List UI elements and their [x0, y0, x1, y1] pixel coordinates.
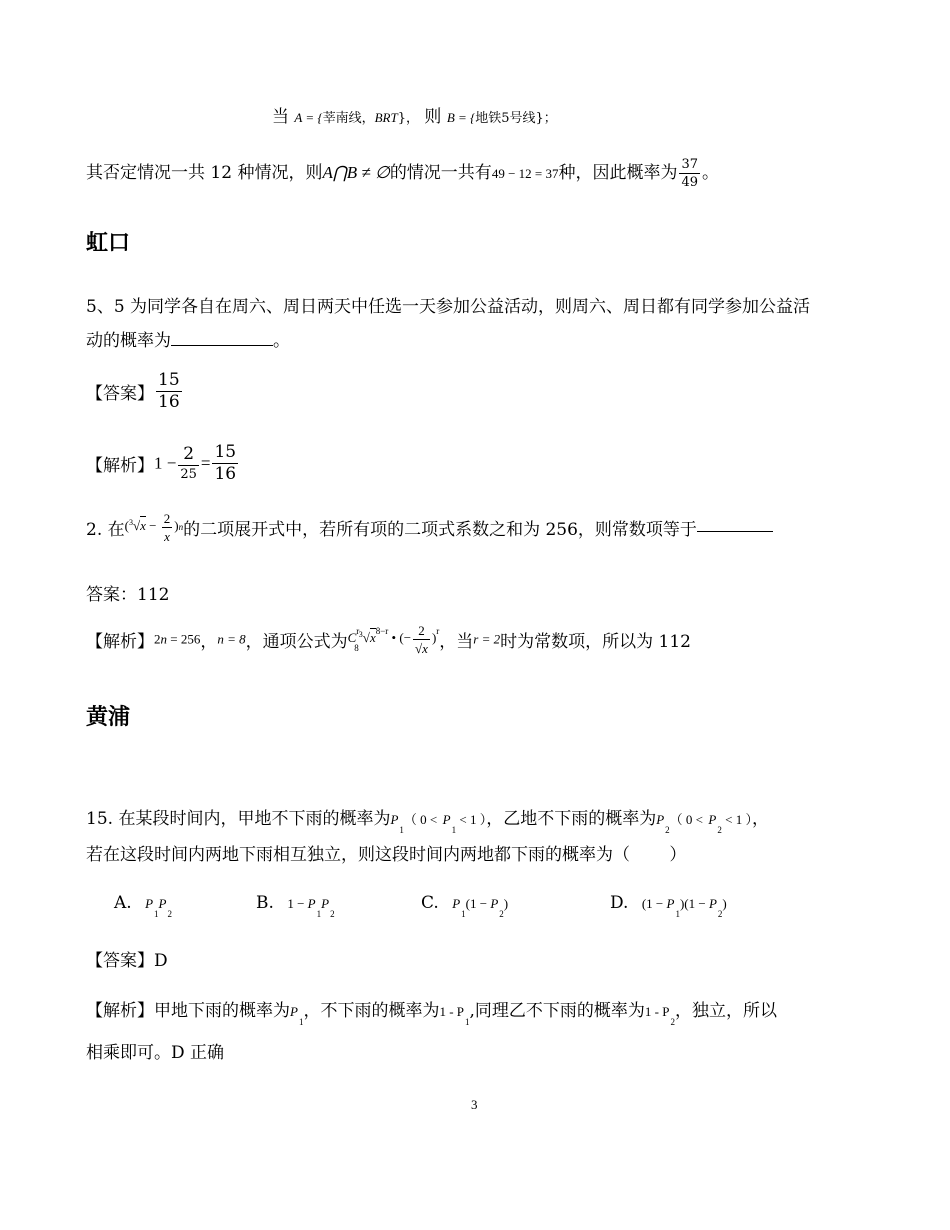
general-term: $C^r_8^3√x^{8-r}$ • (− $\frac{2}{√x}$ )$^r$	[347, 623, 440, 656]
set-definition-line	[272, 102, 557, 127]
math: 1 - P	[439, 1004, 465, 1019]
text: 当	[456, 632, 474, 652]
set-a-brt: BRT	[374, 110, 398, 125]
denominator: 16	[214, 464, 237, 484]
math: 1	[451, 825, 457, 835]
text: 其否定情况一共 12 种情况，则	[86, 163, 323, 183]
text: ，通项公式为	[245, 632, 348, 652]
math: 1	[465, 1017, 470, 1027]
text: 种，因此概率为	[558, 163, 678, 183]
option-b	[256, 893, 335, 919]
text: ,同理乙不下雨的概率为	[469, 1001, 645, 1021]
fraction	[413, 624, 430, 655]
math: 1	[316, 909, 322, 919]
math: x	[422, 641, 428, 656]
math: P	[656, 812, 665, 827]
text: 动的概率为	[86, 331, 171, 351]
math: P	[442, 812, 451, 827]
math: 8	[354, 643, 359, 654]
answer-2: 答案：112	[86, 585, 170, 605]
math: n = 8	[217, 631, 246, 647]
set-a-open: A = {	[294, 110, 323, 125]
math: 2	[499, 909, 504, 919]
math: 1	[399, 825, 404, 835]
math: C	[347, 630, 357, 646]
numerator: 2	[178, 446, 199, 466]
numerator: 37	[681, 157, 699, 172]
option-expression: $P_1(1 - P_2)$	[452, 896, 509, 919]
option-d	[610, 893, 727, 919]
math: x	[369, 630, 376, 646]
fraction	[156, 372, 182, 411]
option-label: C.	[421, 893, 439, 913]
calculation: 49 − 12 = 37	[491, 166, 559, 181]
text: 的二项展开式中，若所有项的二项式系数之和为 256，则常数项等于	[183, 520, 697, 540]
text: ，	[439, 632, 457, 652]
question-15-line2: 若在这段时间内两地下雨相互独立，则这段时间内两地都下雨的概率为（ ）	[86, 845, 687, 865]
math: 1	[154, 909, 159, 919]
option-a	[114, 893, 172, 919]
fraction	[679, 158, 700, 189]
math: n	[160, 631, 167, 647]
math: )	[174, 518, 179, 534]
math: P	[708, 812, 717, 827]
text: 2. 在	[86, 520, 125, 540]
fraction	[162, 512, 173, 543]
math: )	[431, 630, 437, 646]
math: （ 0 <	[669, 812, 703, 827]
math: （ 0 <	[403, 812, 438, 827]
question-5-line2	[86, 326, 290, 351]
denominator: x	[164, 529, 170, 544]
denominator: 25	[180, 467, 197, 482]
math: < 1 ）	[721, 812, 752, 827]
math: 8−r	[375, 626, 389, 637]
exponent: n	[178, 522, 184, 533]
answer-label: 【答案】	[86, 384, 154, 404]
math: x	[140, 518, 146, 534]
solution-15-line1	[86, 996, 777, 1027]
option-label: B.	[256, 893, 274, 913]
math: 1	[461, 909, 466, 919]
math: P	[390, 812, 399, 827]
math: 2	[717, 825, 722, 835]
math: −	[145, 518, 160, 534]
option-label: D.	[610, 893, 629, 913]
text: 的情况一共有	[389, 163, 492, 183]
binomial-expression: ($^3$√x − $\frac{2}{x}$ )n	[124, 511, 184, 544]
fraction	[212, 444, 238, 483]
math: (	[124, 518, 129, 534]
math: (−	[399, 630, 412, 646]
math: •	[391, 630, 397, 646]
set-b-content: 地铁5号线	[475, 111, 536, 126]
solution-label: 【解析】	[86, 1001, 154, 1021]
math: < 1 ）	[456, 812, 487, 827]
math	[154, 632, 200, 647]
text: 15. 在某段时间内，甲地不下雨的概率为	[86, 809, 391, 829]
option-label: A.	[114, 893, 132, 913]
numerator: 2	[163, 511, 171, 526]
text: ，	[200, 632, 218, 652]
math: r	[436, 626, 440, 637]
text: 当	[272, 107, 289, 127]
question-15-line1	[86, 804, 769, 835]
numerator: 15	[214, 442, 237, 462]
math: 1 - P	[644, 1004, 670, 1019]
text: 甲地下雨的概率为	[154, 1001, 290, 1021]
text: ，乙地不下雨的概率为	[486, 809, 657, 829]
text: ，	[751, 809, 769, 829]
set-a-content: 莘南线，	[322, 111, 375, 126]
set-b-open: B = {	[446, 110, 476, 125]
root-index: 3	[358, 630, 363, 640]
math: r = 2	[473, 631, 501, 647]
math: 2	[717, 909, 723, 919]
text: 。	[273, 331, 290, 351]
math: 1 −	[154, 453, 177, 473]
question-5-line1: 5、5 为同学各自在周六、周日两天中任选一天参加公益活动，则周六、周日都有同学参加公益活	[86, 297, 811, 317]
page-number: 3	[471, 1097, 478, 1112]
set-b-close: }；	[535, 111, 557, 126]
text: ，不下雨的概率为	[303, 1001, 440, 1021]
probability-conclusion-line	[86, 158, 719, 189]
math: 2	[670, 1017, 675, 1027]
question-2	[86, 512, 773, 543]
math: = 256	[167, 631, 201, 647]
math: 2	[167, 909, 172, 919]
text: 则	[424, 107, 442, 127]
answer-blank	[697, 530, 773, 532]
answer-5	[86, 372, 184, 411]
answer-blank	[171, 344, 273, 346]
solution-label: 【解析】	[86, 456, 154, 476]
option-c	[421, 893, 509, 919]
option-expression: $1 - P_1P_2$	[287, 896, 335, 919]
fraction	[178, 446, 199, 481]
section-heading-huangpu: 黄浦	[86, 704, 131, 730]
math: =	[200, 453, 211, 473]
text: 时为常数项，所以为 112	[500, 632, 691, 652]
text: ，独立，所以	[674, 1001, 777, 1021]
option-expression: $P_1P_2$	[145, 896, 172, 919]
math: 2	[665, 825, 670, 835]
math: P	[290, 1004, 298, 1019]
set-a-close: }，	[397, 111, 420, 126]
denominator: √x	[415, 641, 428, 656]
solution-2	[86, 624, 691, 655]
math: 2	[330, 909, 335, 919]
text: 。	[702, 163, 720, 183]
solution-5	[86, 444, 240, 483]
denominator: 49	[681, 175, 699, 190]
solution-15-line2: 相乘即可。D 正确	[86, 1043, 225, 1063]
solution-label: 【解析】	[86, 632, 154, 652]
math: 1	[675, 909, 680, 919]
root-index: 3	[128, 518, 133, 528]
math: r	[356, 626, 360, 637]
set-expression: A⋂B ≠ ∅	[322, 163, 390, 182]
section-heading-hongkou: 虹口	[86, 230, 131, 256]
option-expression: $(1 - P_1)(1 - P_2)$	[641, 896, 727, 919]
math: 2	[154, 631, 161, 647]
numerator: 2	[413, 624, 430, 640]
math: 1	[298, 1017, 304, 1027]
numerator: 15	[158, 370, 180, 390]
denominator: 16	[158, 392, 180, 412]
answer-15: 【答案】D	[86, 951, 168, 971]
